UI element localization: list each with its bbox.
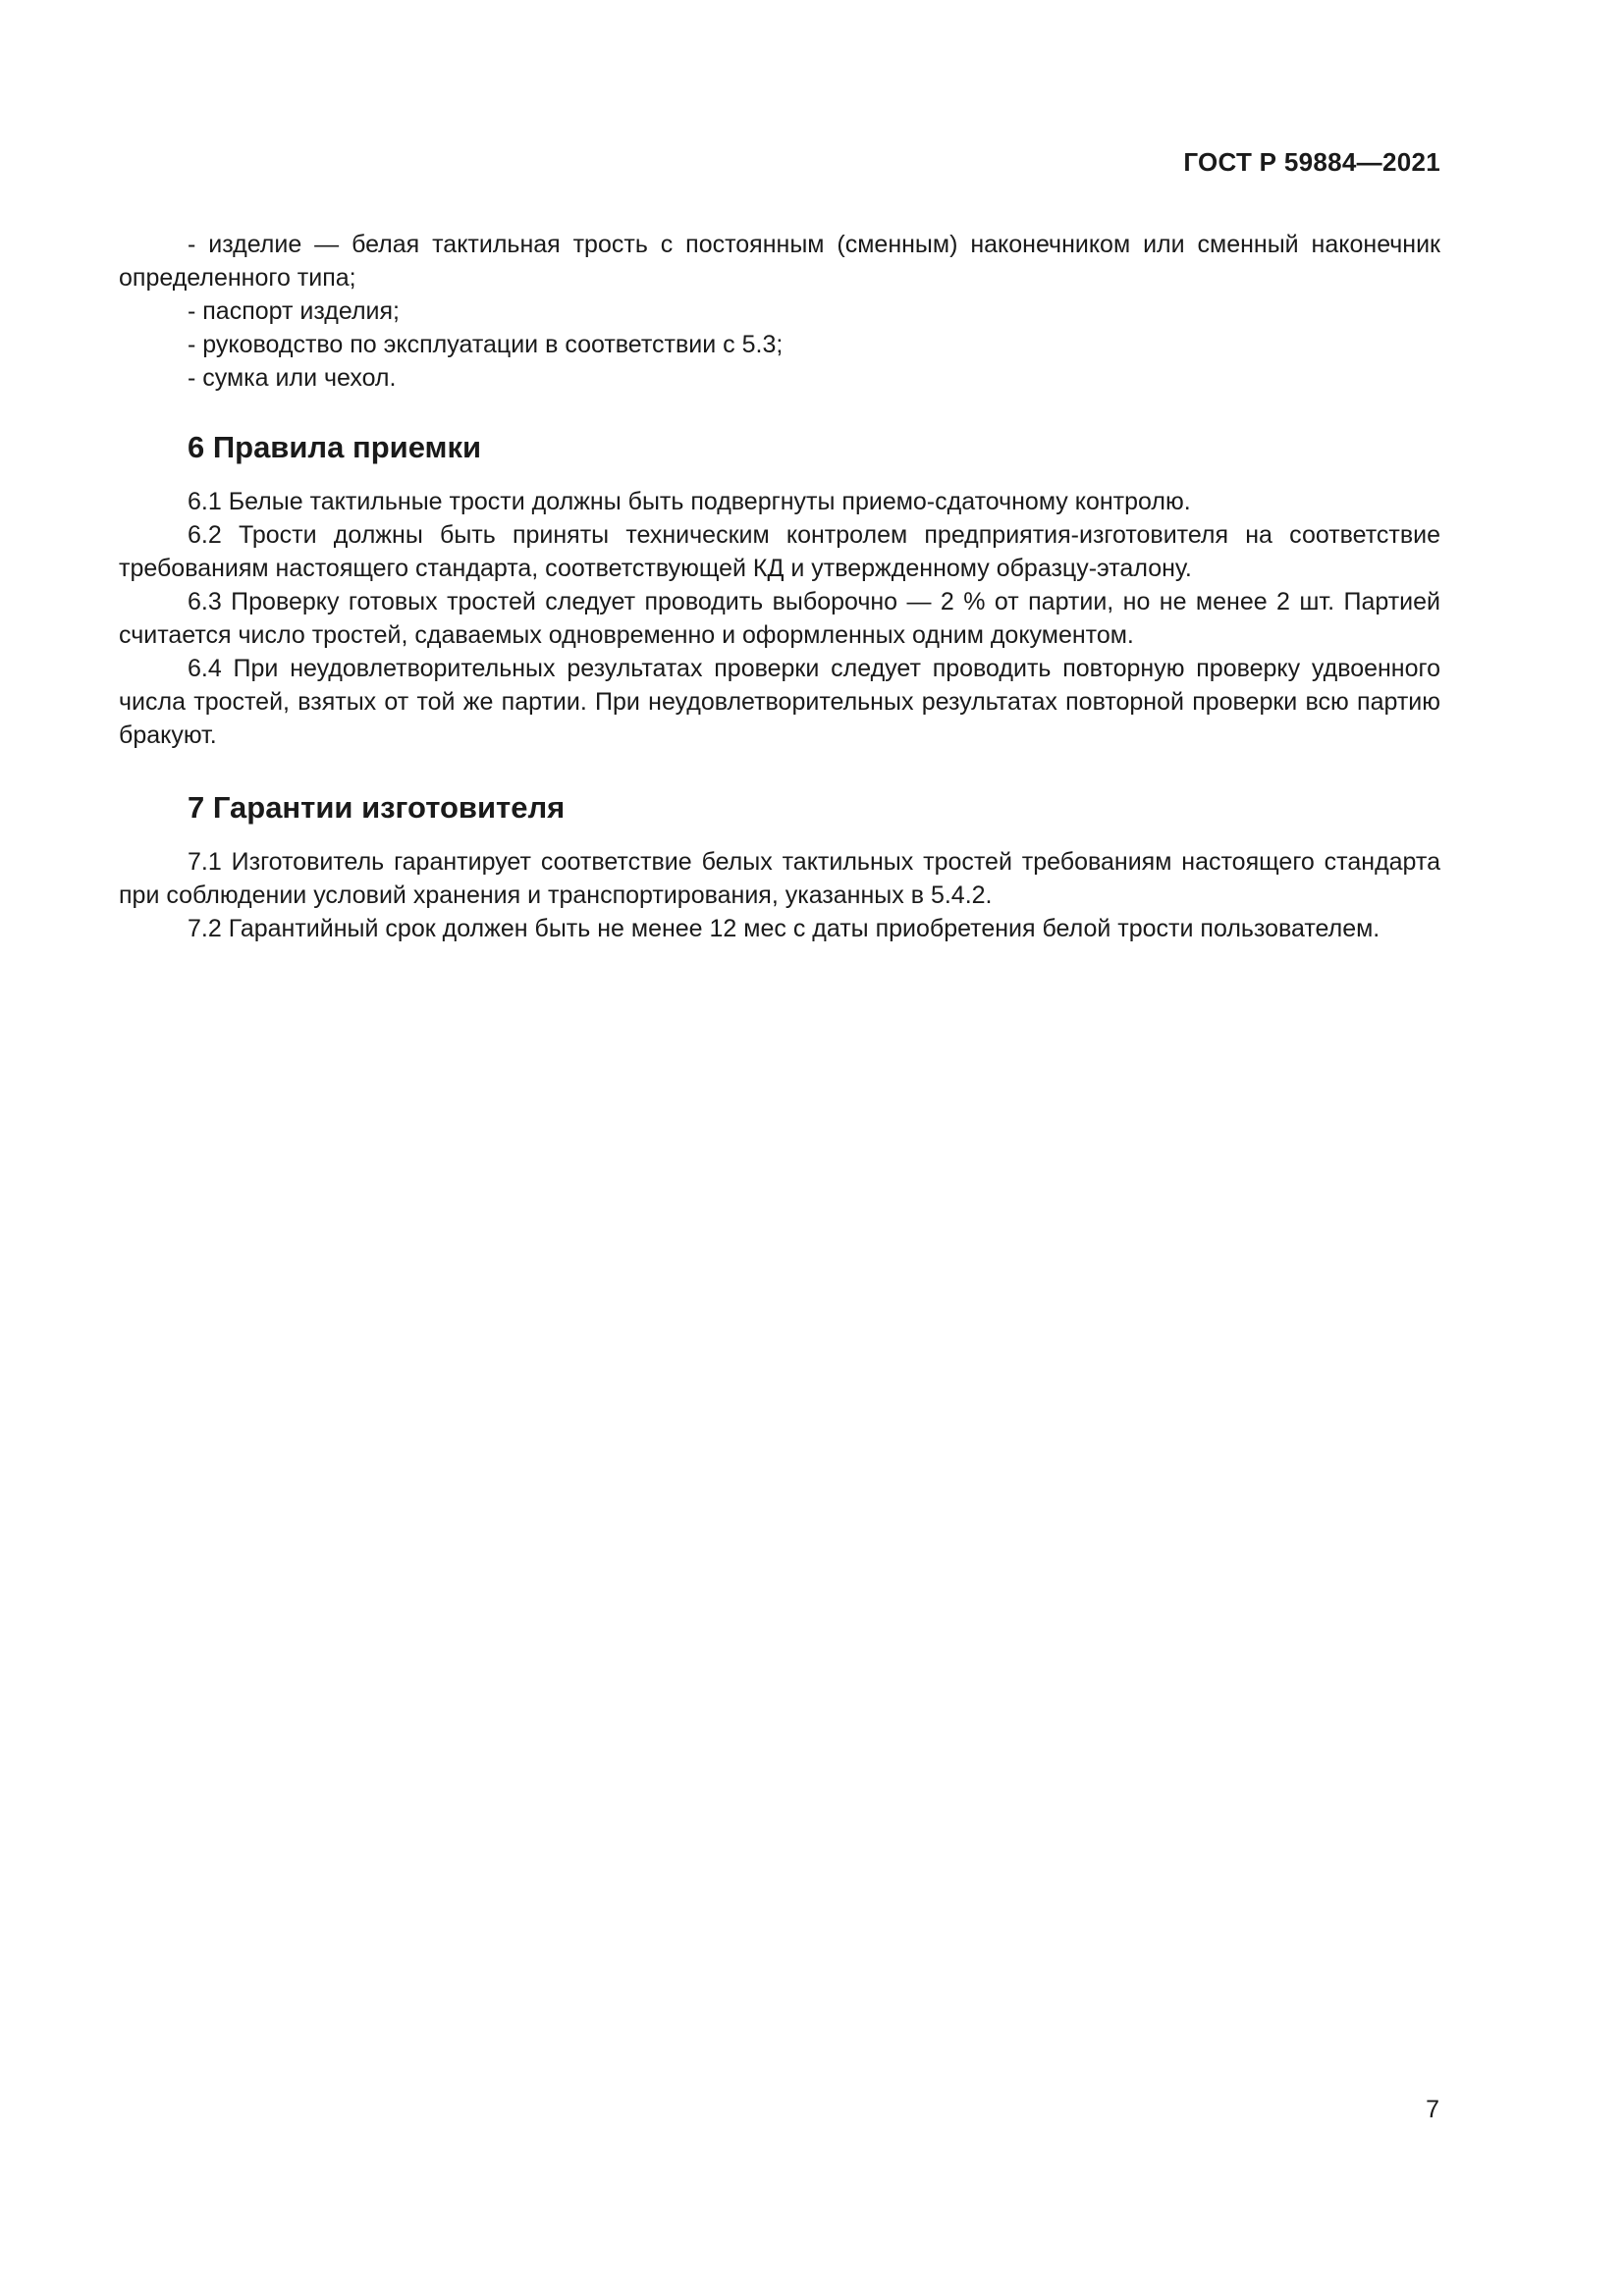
list-item: - изделие — белая тактильная трость с постоянным (сменным) наконечником или сменный наконечник определенного типа; xyxy=(119,231,1440,292)
list-item: - паспорт изделия; xyxy=(188,297,400,325)
delivery-set-list xyxy=(119,228,1440,395)
section-7-heading: 7 Гарантии изготовителя xyxy=(188,790,566,825)
section-7-body xyxy=(119,845,1440,945)
section-6-heading: 6 Правила приемки xyxy=(188,430,482,464)
paragraph-7-1: 7.1 Изготовитель гарантирует соответствие белых тактильных тростей требованиям настоящего стандарта при соблюдении условий хранения и транспортирования, указанных в 5.4.2. xyxy=(119,848,1440,909)
list-item: - руководство по эксплуатации в соответствии с 5.3; xyxy=(188,331,784,358)
page-number: 7 xyxy=(1426,2096,1439,2123)
paragraph-6-4: 6.4 При неудовлетворительных результатах проверки следует проводить повторную проверку удвоенного числа тростей, взятых от той же партии. При неудовлетворительных результатах повторной проверки всю партию бракуют. xyxy=(119,655,1440,749)
document-code-header: ГОСТ Р 59884—2021 xyxy=(1183,147,1440,177)
document-body xyxy=(119,228,1440,945)
paragraph-6-1: 6.1 Белые тактильные трости должны быть подвергнуты приемо-сдаточному контролю. xyxy=(188,488,1191,515)
paragraph-6-3: 6.3 Проверку готовых тростей следует проводить выборочно — 2 % от партии, но не менее 2 шт. Партией считается число тростей, сдаваемых одновременно и оформленных одним документом. xyxy=(119,588,1440,649)
section-6-body xyxy=(119,485,1440,752)
paragraph-7-2: 7.2 Гарантийный срок должен быть не менее 12 мес с даты приобретения белой трости пользователем. xyxy=(188,915,1380,942)
list-item: - сумка или чехол. xyxy=(188,364,397,392)
paragraph-6-2: 6.2 Трости должны быть приняты техническим контролем предприятия-изготовителя на соответствие требованиям настоящего стандарта, соответствующей КД и утвержденному образцу-эталону. xyxy=(119,521,1440,582)
